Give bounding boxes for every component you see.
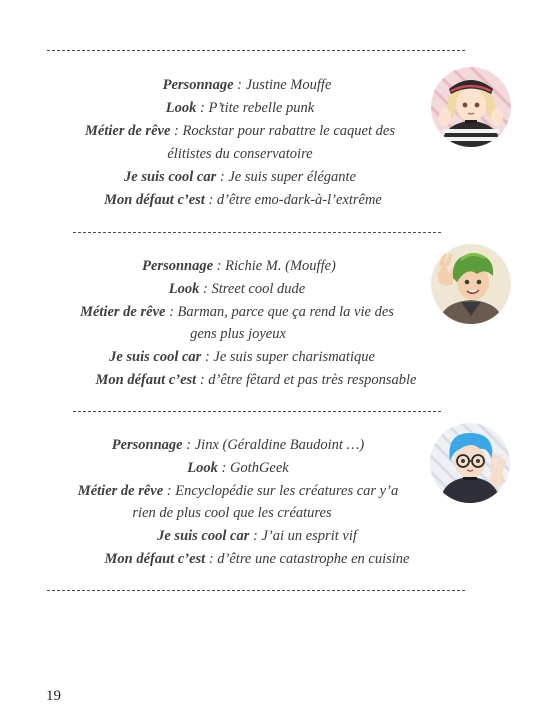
dream-job-continuation: rien de plus cool que les créatures: [132, 505, 332, 521]
richie-avatar: [431, 244, 511, 324]
name-line: Personnage : Justine Mouffe: [162, 77, 332, 93]
jinx-avatar: [430, 423, 510, 503]
dream-job-line: Métier de rêve : Rockstar pour rabattre le caquet des: [85, 123, 395, 139]
separator-1: [73, 232, 441, 233]
look-line: Look : P’tite rebelle punk: [165, 100, 315, 116]
flaw-line: Mon défaut c’est : d’être fêtard et pas très responsable: [95, 372, 417, 388]
separator-bottom: [47, 590, 465, 591]
name-line: Personnage : Richie M. (Mouffe): [142, 258, 336, 274]
separator-2: [73, 411, 441, 412]
cool-because-line: Je suis cool car : Je suis super élégante: [124, 169, 356, 185]
page-number: 19: [46, 688, 61, 704]
name-line: Personnage : Jinx (Géraldine Baudoint …): [111, 437, 365, 453]
look-line: Look : GothGeek: [187, 460, 289, 476]
separator-top: [47, 50, 465, 51]
justine-avatar: [431, 67, 511, 147]
flaw-line: Mon défaut c’est : d’être emo-dark-à-l’extrême: [104, 192, 382, 208]
dream-job-line: Métier de rêve : Encyclopédie sur les créatures car y’a: [77, 483, 399, 499]
dream-job-continuation: gens plus joyeux: [190, 326, 286, 342]
cool-because-line: Je suis cool car : J’ai un esprit vif: [157, 528, 357, 544]
flaw-line: Mon défaut c’est : d’être une catastrophe en cuisine: [104, 551, 410, 567]
dream-job-continuation: élitistes du conservatoire: [167, 146, 313, 162]
cool-because-line: Je suis cool car : Je suis super charismatique: [109, 349, 375, 365]
look-line: Look : Street cool dude: [168, 281, 306, 297]
dream-job-line: Métier de rêve : Barman, parce que ça rend la vie des: [80, 304, 394, 320]
